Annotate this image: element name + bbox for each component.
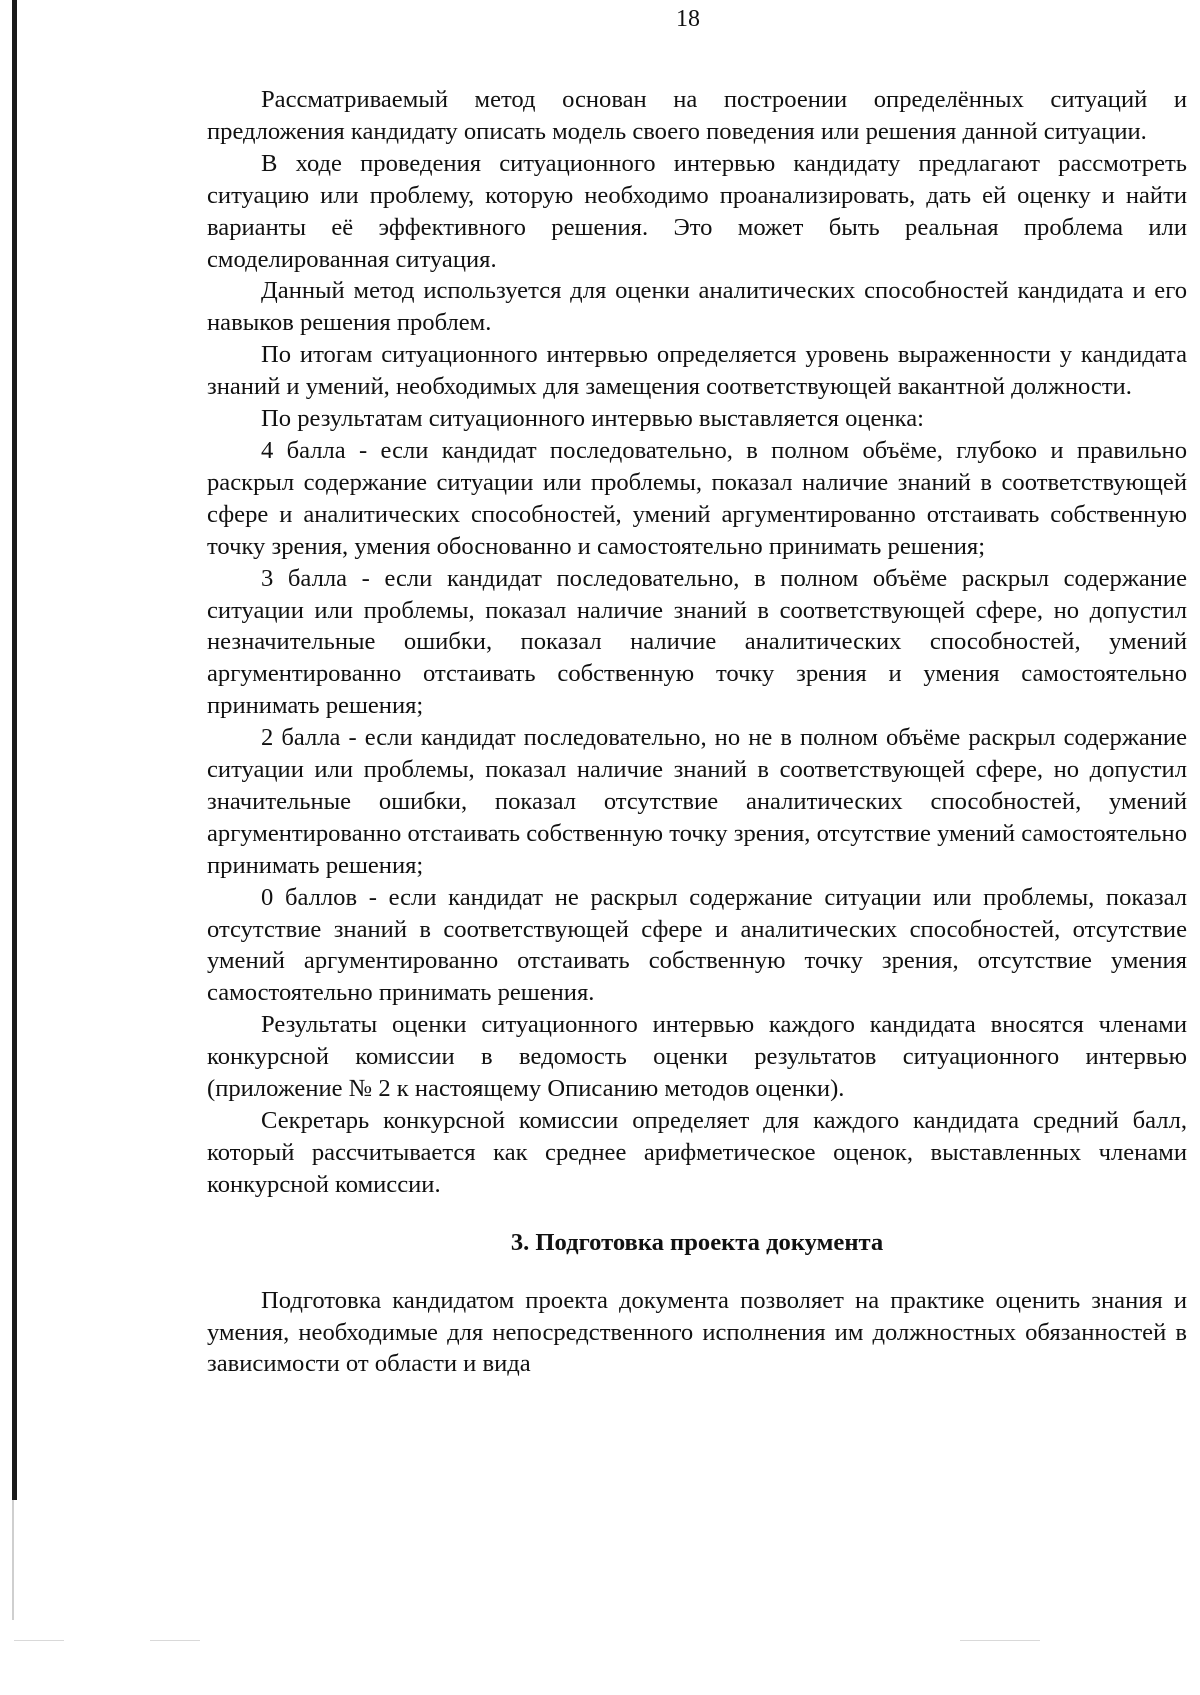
paragraph: 4 балла - если кандидат последовательно, в полном объёме, глубоко и правильно раскрыл содержание ситуации или проблемы, показал наличие знаний в соответствующей сфере и аналитических способностей, умений аргументированно отстаивать собственную точку зрения, умения обоснованно и самостоятельно принимать решения; (207, 436, 1187, 560)
page-number: 18 (676, 6, 700, 32)
scan-noise (960, 1640, 1040, 1641)
paragraph: Рассматриваемый метод основан на построении определённых ситуаций и предложения кандидату описать модель своего поведения или решения данной ситуации. (207, 86, 1187, 145)
paragraph: По результатам ситуационного интервью выставляется оценка: (261, 405, 924, 433)
paragraph: 3 балла - если кандидат последовательно, в полном объёме раскрыл содержание ситуации или проблемы, показал наличие знаний в соответствующей сфере, но допустил незначительные ошибки, показал наличие аналитических способностей, умений аргументированно отстаивать собственную точку зрения и умения самостоятельно принимать решения; (207, 564, 1187, 720)
paragraph: 0 баллов - если кандидат не раскрыл содержание ситуации или проблемы, показал отсутствие знаний в соответствующей сфере и аналитических способностей, отсутствие умений аргументированно отстаивать собственную точку зрения, отсутствие умения самостоятельно принимать решения. (207, 883, 1187, 1007)
paragraph: Секретарь конкурсной комиссии определяет для каждого кандидата средний балл, который рассчитывается как среднее арифметическое оценок, выставленных членами конкурсной комиссии. (207, 1107, 1187, 1198)
paragraph: Результаты оценки ситуационного интервью каждого кандидата вносятся членами конкурсной комиссии в ведомость оценки результатов ситуационного интервью (приложение № 2 к настоящему Описанию методов оценки). (207, 1011, 1187, 1103)
document-body (207, 84, 1187, 1380)
scan-edge-faint (12, 1500, 14, 1620)
paragraph: По итогам ситуационного интервью определяется уровень выраженности у кандидата знаний и умений, необходимых для замещения соответствующей вакантной должности. (207, 341, 1187, 401)
paragraph: Данный метод используется для оценки аналитических способностей кандидата и его навыков решения проблем. (207, 277, 1187, 337)
section-heading: 3. Подготовка проекта документа (510, 1228, 884, 1256)
scan-edge (12, 0, 17, 1500)
paragraph: Подготовка кандидатом проекта документа позволяет на практике оценить знания и умения, необходимые для непосредственного исполнения им должностных обязанностей в зависимости от области и вида (207, 1286, 1187, 1378)
paragraph: В ходе проведения ситуационного интервью кандидату предлагают рассмотреть ситуацию или проблему, которую необходимо проанализировать, дать ей оценку и найти варианты её эффективного решения. Это может быть реальная проблема или смоделированная ситуация. (207, 149, 1187, 273)
scan-noise (150, 1640, 200, 1641)
scan-noise (14, 1640, 64, 1641)
paragraph: 2 балла - если кандидат последовательно, но не в полном объёме раскрыл содержание ситуации или проблемы, показал наличие знаний в соответствующей сфере, но допустил значительные ошибки, показал отсутствие аналитических способностей, умений аргументированно отстаивать собственную точку зрения, отсутствие умений самостоятельно принимать решения; (207, 724, 1187, 879)
